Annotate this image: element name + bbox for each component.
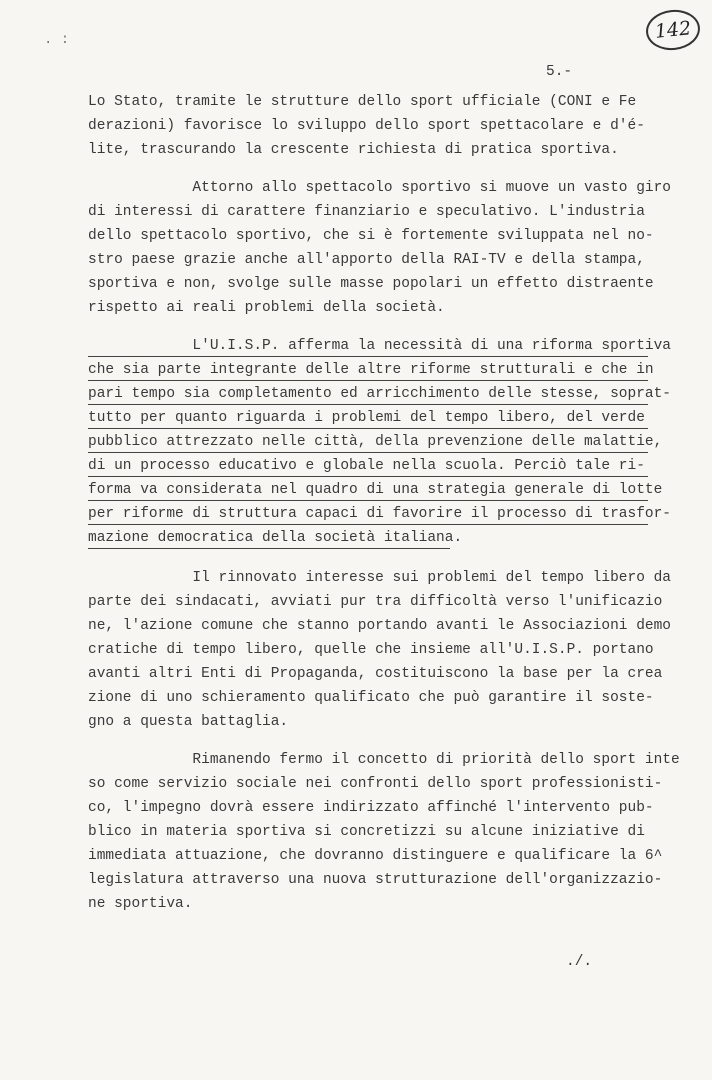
text-line: rispetto ai reali problemi della società. <box>88 300 445 316</box>
corner-marks: . : <box>44 32 70 48</box>
text-line: Attorno allo spettacolo sportivo si muove un vasto giro <box>88 180 671 196</box>
text-line: immediata attuazione, che dovranno distinguere e qualificare la 6^ <box>88 848 663 864</box>
paragraph-3-underlined <box>88 334 671 550</box>
text-line: Lo Stato, tramite le strutture dello sport ufficiale (CONI e Fe <box>88 94 637 110</box>
continuation-mark: ./. <box>566 954 593 970</box>
text-line: cratiche di tempo libero, quelle che insieme all'U.I.S.P. portano <box>88 642 654 658</box>
text-line: co, l'impegno dovrà essere indirizzato affinché l'intervento pub- <box>88 800 654 816</box>
text-line: zione di uno schieramento qualificato che può garantire il soste- <box>88 690 654 706</box>
text-line: blico in materia sportiva si concretizzi su alcune iniziative di <box>88 824 645 840</box>
paragraph-5 <box>88 748 680 916</box>
underlined-line: di un processo educativo e globale nella scuola. Perciò tale ri- <box>88 454 648 478</box>
paragraph-2 <box>88 176 671 320</box>
text-line: Il rinnovato interesse sui problemi del tempo libero da <box>88 570 671 586</box>
text-line: derazioni) favorisce lo sviluppo dello sport spettacolare e d'é- <box>88 118 645 134</box>
text-line: di interessi di carattere finanziario e speculativo. L'industria <box>88 204 645 220</box>
underlined-line: pubblico attrezzato nelle città, della prevenzione delle malattie, <box>88 430 648 454</box>
paragraph-4 <box>88 566 671 734</box>
underlined-line: L'U.I.S.P. afferma la necessità di una riforma sportiva <box>88 334 648 358</box>
text-line: ne, l'azione comune che stanno portando avanti le Associazioni demo <box>88 618 671 634</box>
text-line: ne sportiva. <box>88 896 193 912</box>
text-line: stro paese grazie anche all'apporto della RAI-TV e della stampa, <box>88 252 645 268</box>
text-line: lite, trascurando la crescente richiesta di pratica sportiva. <box>88 142 619 158</box>
text-line: Rimanendo fermo il concetto di priorità dello sport inte <box>88 752 680 768</box>
underlined-line: che sia parte integrante delle altre riforme strutturali e che in <box>88 358 648 382</box>
text-line: sportiva e non, svolge sulle masse popolari un effetto distraente <box>88 276 654 292</box>
underlined-line: mazione democratica della società italiana. <box>88 526 450 550</box>
text-line: so come servizio sociale nei confronti dello sport professionisti- <box>88 776 663 792</box>
underlined-line: forma va considerata nel quadro di una strategia generale di lotte <box>88 478 648 502</box>
text-line: legislatura attraverso una nuova strutturazione dell'organizzazio- <box>88 872 663 888</box>
underlined-line: per riforme di struttura capaci di favorire il processo di trasfor- <box>88 502 648 526</box>
text-line: gno a questa battaglia. <box>88 714 289 730</box>
page-number: 5.- <box>546 64 573 80</box>
underlined-line: pari tempo sia completamento ed arricchimento delle stesse, soprat- <box>88 382 648 406</box>
underlined-line: tutto per quanto riguarda i problemi del tempo libero, del verde <box>88 406 648 430</box>
text-line: avanti altri Enti di Propaganda, costituiscono la base per la crea <box>88 666 663 682</box>
paragraph-1 <box>88 90 648 162</box>
page-stamp: 142 <box>644 7 702 52</box>
text-line: dello spettacolo sportivo, che si è fortemente sviluppata nel no- <box>88 228 654 244</box>
text-line: parte dei sindacati, avviati pur tra difficoltà verso l'unificazio <box>88 594 663 610</box>
